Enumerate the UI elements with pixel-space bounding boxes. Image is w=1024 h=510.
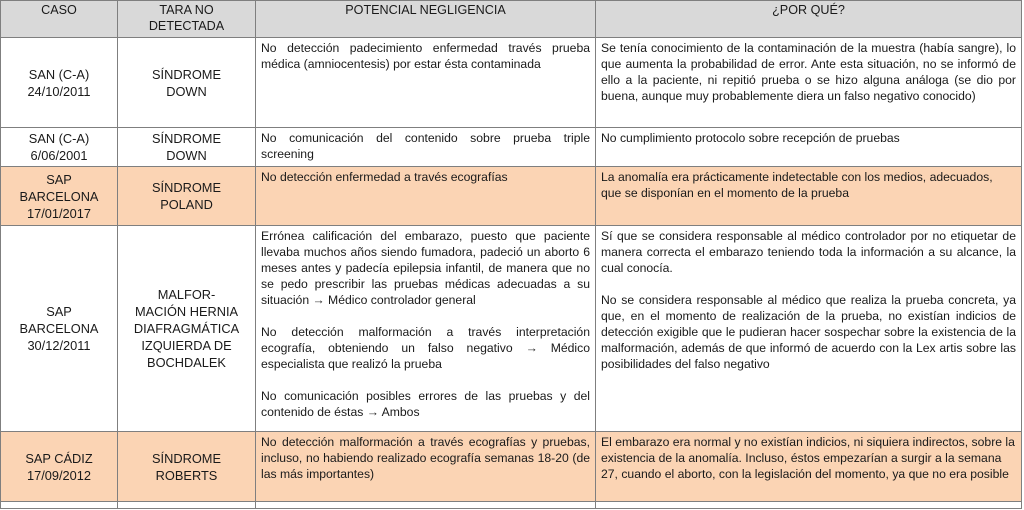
table-row xyxy=(1,226,1022,432)
porque-cell: No cumplimiento protocolo sobre recepción de pruebas xyxy=(596,128,1022,167)
header-row xyxy=(1,1,1022,38)
porque-cell: Sí que se considera responsable al médico controlador por no etiquetar de manera correcta el embarazo teniendo toda la información a su alcance, la cual conocía. No se considera responsable al médico que realiza la prueba concreta, ya que, en el momento de realización de la prueba, no existían indicios de detección exigible que le pudieran hacer sospechar sobre la existencia de la malformación, además de que informó de acuerdo con la Lex artis sobre las posibilidades del falso negativo xyxy=(596,226,1022,432)
table-row xyxy=(1,502,1022,509)
tara-cell: SÍNDROME DOWN xyxy=(118,128,256,167)
tara-cell: SÍNDROME POLAND xyxy=(118,167,256,226)
porque-cell: La anomalía era prácticamente indetectable con los medios, adecuados, que se disponían en el momento de la prueba xyxy=(596,167,1022,226)
potencial-cell: No comunicación del contenido sobre prueba triple screening xyxy=(256,128,596,167)
caso-cell: SAN (C-A) 24/10/2011 xyxy=(1,38,118,128)
header-potencial: POTENCIAL NEGLIGENCIA xyxy=(256,1,596,38)
potencial-cell: Errónea calificación del embarazo, puesto que paciente llevaba muchos años siendo fumadora, padeció un aborto 6 meses antes y padecía epilepsia infantil, de manera que no se pedo prescribir las pruebas médicas adecuadas a su situación → Médico controlador general No detección malformación a través interpretación ecografía, obteniendo un falso negativo → Médico especialista que realizó la prueba No comunicación posibles errores de las pruebas y del contenido de éstas → Ambos xyxy=(256,226,596,432)
tara-cell: SÍNDROME ROBERTS xyxy=(118,432,256,502)
table-row xyxy=(1,128,1022,167)
tara-cell: SÍNDROME DOWN xyxy=(118,38,256,128)
potencial-cell: No detección enfermedad a través ecografías xyxy=(256,167,596,226)
porque-cell: Se tenía conocimiento de la contaminación de la muestra (había sangre), lo que aumenta la probabilidad de error. Ante esta situación, no se informó de ello a la paciente, ni repitió prueba o se hizo alguna análoga (se dio por buena, aunque muy probablemente diera un falso negativo conocido) xyxy=(596,38,1022,128)
porque-cell: El embarazo era normal y no existían indicios, ni siquiera indirectos, sobre la existencia de la anomalía. Incluso, éstos empezarían a surgir a la semana 27, cuando el aborto, con la legislación del momento, ya que no era posible xyxy=(596,432,1022,502)
table-row xyxy=(1,167,1022,226)
potencial-cell: No detección malformación a través ecografías y pruebas, incluso, no habiendo realizado ecografía semanas 18-20 (de las más importantes) xyxy=(256,432,596,502)
table-row xyxy=(1,38,1022,128)
header-porque: ¿POR QUÉ? xyxy=(596,1,1022,38)
caso-cell: SAN (C-A) 6/06/2001 xyxy=(1,128,118,167)
header-tara: TARA NO DETECTADA xyxy=(118,1,256,38)
caso-cell: SAP CÁDIZ 17/09/2012 xyxy=(1,432,118,502)
caso-cell: SAP BARCELONA 17/01/2017 xyxy=(1,167,118,226)
potencial-cell: No detección padecimiento enfermedad través prueba médica (amniocentesis) por estar ésta contaminada xyxy=(256,38,596,128)
header-caso: CASO xyxy=(1,1,118,38)
caso-cell: SAP BARCELONA 30/12/2011 xyxy=(1,226,118,432)
tara-cell: MALFOR- MACIÓN HERNIA DIAFRAGMÁTICA IZQUIERDA DE BOCHDALEK xyxy=(118,226,256,432)
table-row xyxy=(1,432,1022,502)
